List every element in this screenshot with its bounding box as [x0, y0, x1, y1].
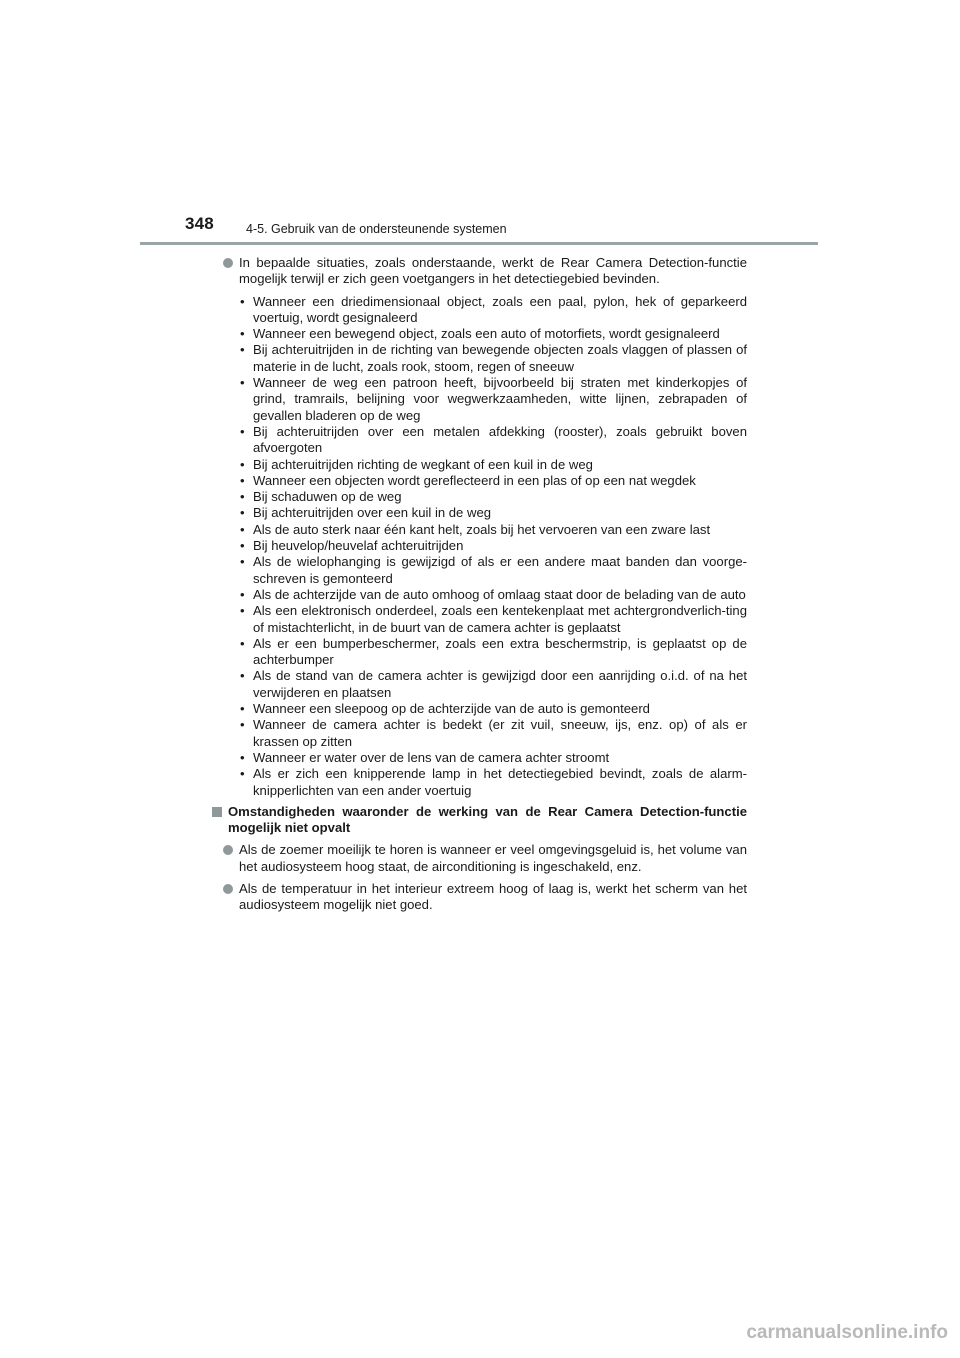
bullet-dot-icon: •: [240, 749, 245, 765]
list-item-text: Als er een bumperbeschermer, zoals een extra beschermstrip, is geplaatst op de achterbumper: [253, 635, 747, 668]
list-item-text: Bij schaduwen op de weg: [253, 489, 402, 505]
list-item: [239, 554, 747, 587]
section-heading-text: Omstandigheden waaronder de werking van de Rear Camera Detection-functie mogelijk niet opvalt: [228, 803, 747, 836]
square-bullet-icon: [212, 807, 222, 817]
list-item: [239, 342, 747, 375]
list-item: [239, 587, 747, 603]
list-item: [239, 294, 747, 327]
bullet-dot-icon: •: [240, 489, 245, 505]
list-item-text: Bij achteruitrijden richting de wegkant of een kuil in de weg: [253, 456, 593, 472]
list-item: [239, 473, 747, 489]
bullet-dot-icon: •: [240, 293, 245, 309]
list-item-text: Bij achteruitrijden in de richting van bewegende objecten zoals vlaggen of plassen of materie in de lucht, zoals rook, stoom, regen of sneeuw: [253, 342, 747, 374]
sub-paragraph: [223, 842, 747, 875]
bullet-dot-icon: •: [240, 635, 245, 651]
sub-paragraph: [223, 881, 747, 914]
sub-paragraph-text: Als de temperatuur in het interieur extreem hoog of laag is, werkt het scherm van het audiosysteem mogelijk niet goed.: [239, 880, 747, 913]
list-item-text: Bij achteruitrijden over een kuil in de weg: [253, 505, 492, 521]
list-item: [239, 424, 747, 457]
bullet-dot-icon: •: [240, 521, 245, 537]
bullet-dot-icon: •: [240, 456, 245, 472]
bullet-dot-icon: •: [240, 472, 245, 488]
list-item: [239, 457, 747, 473]
circle-bullet-icon: [223, 258, 233, 268]
list-item: [239, 668, 747, 701]
list-item-text: Wanneer een bewegend object, zoals een auto of motorfiets, wordt gesignaleerd: [253, 326, 720, 342]
situation-list: [223, 294, 747, 799]
list-item-text: Wanneer een driedimensionaal object, zoals een paal, pylon, hek of geparkeerd voertuig, wordt gesignaleerd: [253, 293, 747, 325]
bullet-dot-icon: •: [240, 586, 245, 602]
bullet-dot-icon: •: [240, 342, 245, 358]
bullet-dot-icon: •: [240, 554, 245, 570]
watermark: carmanualsonline.info: [746, 1322, 948, 1343]
list-item: [239, 522, 747, 538]
list-item: [239, 766, 747, 799]
list-item-text: Als een elektronisch onderdeel, zoals een kentekenplaat met achtergrondverlich-ting of mistachterlicht, in de buurt van de camera achter is geplaatst: [253, 603, 747, 635]
list-item-text: Wanneer een sleepoog op de achterzijde van de auto is gemonteerd: [253, 701, 650, 717]
list-item: [239, 489, 747, 505]
bullet-dot-icon: •: [240, 717, 245, 733]
list-item: [239, 636, 747, 669]
list-item: [239, 538, 747, 554]
page-number: 348: [185, 214, 214, 233]
bullet-dot-icon: •: [240, 326, 245, 342]
bullet-dot-icon: •: [240, 603, 245, 619]
sub-paragraph-text: Als de zoemer moeilijk te horen is wanneer er veel omgevingsgeluid is, het volume van het audiosysteem hoog staat, de airconditioning is ingeschakeld, enz.: [239, 842, 747, 874]
list-item: [239, 326, 747, 342]
list-item: [239, 603, 747, 636]
bullet-dot-icon: •: [240, 375, 245, 391]
intro-paragraph: [223, 255, 747, 288]
list-item: [239, 750, 747, 766]
circle-bullet-icon: [223, 884, 233, 894]
bullet-dot-icon: •: [240, 766, 245, 782]
list-item-text: Bij heuvelop/heuvelaf achteruitrijden: [253, 538, 464, 554]
bullet-dot-icon: •: [240, 505, 245, 521]
list-item: [239, 375, 747, 424]
list-item: [239, 701, 747, 717]
list-item: [239, 717, 747, 750]
list-item-text: Wanneer de camera achter is bedekt (er zit vuil, sneeuw, ijs, enz. op) of als er krassen op zitten: [253, 717, 747, 749]
header-rule: [140, 242, 818, 245]
circle-bullet-icon: [223, 845, 233, 855]
intro-text: In bepaalde situaties, zoals onderstaande, werkt de Rear Camera Detection-functie mogelijk terwijl er zich geen voetgangers in het detectiegebied bevinden.: [239, 255, 747, 287]
list-item-text: Wanneer een objecten wordt gereflecteerd in een plas of op een nat wegdek: [253, 472, 696, 488]
bullet-dot-icon: •: [240, 423, 245, 439]
bullet-dot-icon: •: [240, 668, 245, 684]
list-item-text: Wanneer de weg een patroon heeft, bijvoorbeeld bij straten met kinderkopjes of grind, tramrails, belijning voor wegwerkzaamheden, witte lijnen, zebrapaden of gevallen bladeren op de weg: [253, 375, 747, 423]
list-item-text: Als de wielophanging is gewijzigd of als er een andere maat banden dan voorge-schreven is gemonteerd: [253, 554, 747, 586]
section-heading: [212, 804, 747, 837]
list-item-text: Als de achterzijde van de auto omhoog of omlaag staat door de belading van de auto: [253, 586, 746, 602]
section-title: 4-5. Gebruik van de ondersteunende systemen: [246, 222, 507, 236]
list-item: [239, 505, 747, 521]
list-item-text: Als de auto sterk naar één kant helt, zoals bij het vervoeren van een zware last: [253, 521, 711, 537]
bullet-dot-icon: •: [240, 701, 245, 717]
list-item-text: Bij achteruitrijden over een metalen afdekking (rooster), zoals gebruikt boven afvoergoten: [253, 423, 747, 456]
content-body: [223, 255, 747, 914]
list-item-text: Als er zich een knipperende lamp in het detectiegebied bevindt, zoals de alarm-knipperlichten van een ander voertuig: [253, 766, 747, 798]
list-item-text: Als de stand van de camera achter is gewijzigd door een aanrijding o.i.d. of na het verwijderen en plaatsen: [253, 668, 747, 700]
bullet-dot-icon: •: [240, 538, 245, 554]
list-item-text: Wanneer er water over de lens van de camera achter stroomt: [253, 749, 610, 765]
